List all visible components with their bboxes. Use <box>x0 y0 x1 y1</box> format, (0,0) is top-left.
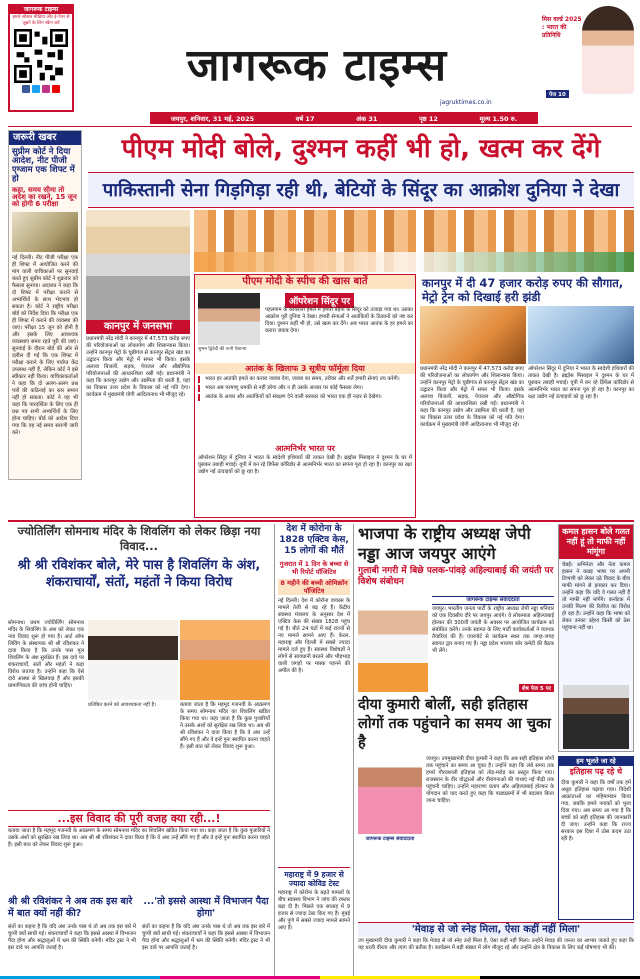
mewad-headline: 'मेवाड़ से जो स्नेह मिला, ऐसा कहीं नहीं मिला' <box>358 922 634 937</box>
side-promo-page: पेज 10 <box>546 90 569 98</box>
modi-portrait-photo <box>86 210 190 320</box>
somnath-sub1-body: संतों का कहना है कि यदि अंश उनके पास थे तो अब तक इस बारे में चुप्पी क्यों साधी गई। शंकराचार्यों ने कहा कि इससे आस्था में विभाजन पैदा होगा और श्रद्धालुओं में भ्रम की स्थिति बनेगी। मंदिर ट्रस्ट ने भी इस दावे पर आपत्ति जताई है। <box>8 924 137 951</box>
instagram-icon[interactable] <box>42 85 50 93</box>
history-label: हम भूलते जा रहे <box>559 757 633 766</box>
side-promo[interactable] <box>542 6 634 102</box>
rally-stage-photo <box>194 210 634 272</box>
terror-point: भारत अब परमाणु धमकी से नहीं डरेगा और न ही उसके आधार पर कोई फैसला लेगा। <box>198 385 412 392</box>
diya-photo-caption: जागरूक टाइम्स संवाददाता <box>365 836 415 842</box>
lead-photo-caption: कानपुर में जनसभा <box>86 320 190 334</box>
corona-section <box>274 524 354 976</box>
atma-body: ऑपरेशन सिंदूर में दुनिया ने भारत के स्वदेशी हथियारों की ताकत देखी है। ब्रह्मोस मिसाइल ने दुश्मन के घर में घुसकर तबाही मचाई। यूपी में बन रहे डिफेंस कॉरिडोर से आत्मनिर्भर भारत का सपना पूरा हो रहा है। कानपुर का रक्षा उद्योग नई ऊंचाइयों को छू रहा है। <box>198 455 412 475</box>
dateline-pages: पृष्ठ 12 <box>419 114 438 123</box>
left-column-photo <box>12 212 78 252</box>
history-headline: इतिहास पढ़ रहे थे <box>569 767 623 776</box>
lead-headline: पीएम मोदी बोले, दुश्मन कहीं भी हो, खत्म कर देंगे <box>121 134 601 164</box>
qr-brand-label: जागरूक टाइम्स <box>10 6 72 14</box>
kanpur-photo-1 <box>420 306 526 364</box>
left-column <box>8 130 82 480</box>
kanpur-headline: कानपुर में दी 47 हजार करोड़ रुपए की सौगात, मेट्रो ट्रेन को दिखाई हरी झंडी <box>422 276 624 304</box>
youtube-icon[interactable] <box>52 85 60 93</box>
shankaracharya-photo <box>180 620 270 700</box>
atma-title: आत्मनिर्भर भारत पर <box>275 444 335 453</box>
mewad-body: उप मुख्यमंत्री दीया कुमारी ने कहा कि मेवाड़ से जो स्नेह उन्हें मिला है, ऐसा कहीं नहीं मिला। उन्होंने मेवाड़ की जनता का आभार जताते हुए कहा कि यह धरती वीरता और त्याग की प्रतीक है। कार्यक्रम में बड़ी संख्या में लोग मौजूद रहे और उन्होंने क्षेत्र के विकास के लिए कई घोषणाएं भी कीं। <box>358 938 634 951</box>
terror-point: आतंक के आका और आतंकियों को संरक्षण देने वाली सरकार को भारत एक ही नज़र से देखेगा। <box>198 394 412 401</box>
dateline-issue: अंक 31 <box>356 114 378 123</box>
somnath-sub2-title: ...'तो इससे आस्था में विभाजन पैदा होगा' <box>143 896 269 919</box>
ravishankar-photo <box>88 620 178 700</box>
left-column-headline: सुप्रीम कोर्ट ने दिया आदेश, नीट पीजी एग्जाम एक शिफ्ट में हो <box>12 147 75 184</box>
left-column-body: नई दिल्ली। नीट पीजी परीक्षा एक ही शिफ्ट में आयोजित करने की मांग वाली याचिकाओं पर सुनवाई करते हुए सुप्रीम कोर्ट ने शुक्रवार को फैसला सुनाया। अदालत ने कहा कि दो शिफ्ट में परीक्षा कराने से अभ्यर्थियों के साथ भेदभाव हो सकता है। कोर्ट ने राष्ट्रीय परीक्षा बोर्ड को निर्देश दिया कि परीक्षा एक ही शिफ्ट में कराने की व्यवस्था की जाए। परीक्षा 15 जून को होनी है और इसके लिए आवश्यक व्यवस्थाएं समय रहते पूरी की जाएं। सुनवाई के दौरान बोर्ड की ओर से दलील दी गई कि एक शिफ्ट में परीक्षा कराने के लिए पर्याप्त केंद्र उपलब्ध नहीं हैं, लेकिन कोर्ट ने इसे स्वीकार नहीं किया। याचिकाकर्ताओं ने कहा कि दो अलग-अलग प्रश्न पत्रों की कठिनाई का स्तर समान नहीं हो सकता। कोर्ट ने यह भी कहा कि पारदर्शिता के लिए एक ही प्रश्न पत्र सभी अभ्यर्थियों के लिए होना चाहिए। बोर्ड को आदेश दिया गया कि वह नई समय सारणी जारी करे। <box>12 254 78 436</box>
left-column-subhead: कहा, समय सीमा तो अदेश का रखने, 15 जून को होगी 6 परीक्षा <box>12 185 77 209</box>
kamal-body: चेन्नई। अभिनेता और नेता कमल हासन ने कन्नड़ भाषा पर अपनी टिप्पणी को लेकर उठे विवाद के बीच माफी मांगने से इनकार कर दिया। उन्होंने कहा कि यदि वे गलत नहीं हैं तो माफी नहीं मांगेंगे। कर्नाटक में उनकी फिल्म की रिलीज का विरोध हो रहा है। उन्होंने कहा कि भाषा को लेकर उनका उद्देश्य किसी को ठेस पहुंचाना नहीं था। <box>562 562 630 631</box>
history-box <box>558 756 634 920</box>
kamal-photo <box>563 685 629 749</box>
bjp-subhead: गुलाबी नगरी में बिछे पलक-पांवड़े अहिल्याबाई की जयंती पर विशेष संबोधन <box>358 566 554 587</box>
somnath-body: सोमनाथ। प्रथम ज्योतिर्लिंग सोमनाथ मंदिर के शिवलिंग के अंश को लेकर एक नया विवाद शुरू हो गया है। आर्ट ऑफ लिविंग के संस्थापक श्री श्री रविशंकर ने दावा किया है कि उनके पास मूल शिवलिंग के अंश सुरक्षित हैं। इस दावे पर शंकराचार्यों, संतों और महंतों ने कड़ा विरोध जताया है। उन्होंने कहा कि ऐसे दावे आस्था से खिलवाड़ हैं और इसकी प्रामाणिकता की जांच होनी चाहिए। <box>8 620 84 689</box>
lead-body: प्रधानमंत्री नरेंद्र मोदी ने कानपुर में 47,573 करोड़ रुपए की परियोजनाओं का लोकार्पण और शिलान्यास किया। उन्होंने कानपुर मेट्रो के चुन्नीगंज से कानपुर सेंट्रल खंड का उद्घाटन किया और मेट्रो में सफर भी किया। इसके अलावा बिजली, सड़क, पेयजल और औद्योगिक परियोजनाओं की आधारशिला रखी गई। प्रधानमंत्री ने कहा कि कानपुर उद्योग और उद्यमिता की धरती है, यहां का विकास उत्तर प्रदेश के विकास को नई गति देगा। कार्यक्रम में मुख्यमंत्री योगी आदित्यनाथ भी मौजूद रहे। <box>86 336 190 398</box>
qr-box[interactable] <box>8 4 74 112</box>
op-sindoor-body: पहलगाम के कायराना हमले में हमारी बहनों के सिंदूर को उजाड़ा गया था। उसका आक्रोश पूरी दुनिया ने देखा। हमारी सेनाओं ने आतंकियों के ठिकानों को नष्ट कर दिया। दुश्मन कहीं भी हो, उसे खत्म कर देंगे। अब भारत आतंक के हर हमले का करारा जवाब देगा। <box>265 307 413 334</box>
corona-body: नई दिल्ली। देश में कोरोना वायरस के मामले तेजी से बढ़ रहे हैं। केंद्रीय स्वास्थ्य मंत्रालय के अनुसार देश में एक्टिव केस की संख्या 1828 पहुंच गई है। बीते 24 घंटों में कई राज्यों से नए मामले सामने आए हैं। केरल, महाराष्ट्र और दिल्ली में सबसे ज्यादा मामले दर्ज हुए हैं। स्वास्थ्य विशेषज्ञों ने लोगों से सावधानी बरतने और भीड़भाड़ वाली जगहों पर मास्क पहनने की अपील की है। <box>278 598 350 674</box>
ravishankar-photo-caption: प्रतिष्ठित करने को आवश्यकता नहीं है। <box>88 702 156 708</box>
bjp-continued[interactable]: शेष पेज 5 पर <box>519 684 554 692</box>
speech-box-title: पीएम मोदी के स्पीच की खास बातें <box>195 275 415 289</box>
terror-formula-list <box>198 376 412 401</box>
corona-bottom-body: महाराष्ट्र में कोरोना के बढ़ते मामलों के बीच स्वास्थ्य विभाग ने जांच की रफ्तार बढ़ा दी है। पिछले एक सप्ताह में 9 हजार से ज्यादा टेस्ट किए गए हैं। मुंबई और पुणे में सबसे ज्यादा मामले सामने आए हैं। <box>278 890 350 931</box>
miss-world-photo <box>582 6 634 94</box>
twitter-icon[interactable] <box>32 85 40 93</box>
somnath-quote-title: ...इस विवाद की पूरी वजह क्या रही...! <box>8 810 270 827</box>
rally-stage-banner <box>194 252 634 272</box>
diya-body: जयपुर। उपमुख्यमंत्री दीया कुमारी ने कहा कि अब सही इतिहास लोगों तक पहुंचाने का समय आ चुका है। उन्होंने कहा कि लंबे समय तक हमारे गौरवशाली इतिहास को तोड़-मरोड़ कर प्रस्तुत किया गया। राजस्थान के वीर योद्धाओं और वीरांगनाओं की गाथाएं नई पीढ़ी तक पहुंचनी चाहिए। उन्होंने महाराणा प्रताप और अहिल्याबाई होल्कर के योगदान को याद करते हुए कहा कि पाठ्यक्रमों में भी बदलाव किया जाना चाहिए। <box>426 756 554 804</box>
diya-photo <box>358 756 422 834</box>
left-column-label: जरूरी खबर <box>9 131 81 145</box>
qr-code-icon <box>14 29 68 83</box>
somnath-quote-body: बताया जाता है कि महमूद गजनवी के आक्रमण के समय सोमनाथ मंदिर का शिवलिंग खंडित किया गया था। कहा जाता है कि कुछ पुजारियों ने उसके अंशों को सुरक्षित रख लिया था। अब श्री श्री रविशंकर ने दावा किया है कि वे अंश उन्हें सौंपे गए हैं और वे इन्हें पुनः स्थापित करना चाहते हैं। इसी बात को लेकर विवाद शुरू हुआ। <box>8 828 270 848</box>
kanpur-photo-2 <box>528 306 634 364</box>
dateline-year: वर्ष 17 <box>295 114 315 123</box>
somnath-body-2: बताया जाता है कि महमूद गजनवी के आक्रमण के समय सोमनाथ मंदिर का शिवलिंग खंडित किया गया था। कहा जाता है कि कुछ पुजारियों ने उसके अंशों को सुरक्षित रख लिया था। अब श्री श्री रविशंकर ने दावा किया है कि वे अंश उन्हें सौंपे गए हैं और वे इन्हें पुनः स्थापित करना चाहते हैं। इसी बात को लेकर विवाद शुरू हुआ। <box>180 702 271 750</box>
lead-subhead: पाकिस्तानी सेना गिड़गिड़ा रही थी, बेटियों के सिंदूर का आक्रोश दुनिया ने देखा <box>88 172 634 208</box>
dateline-rule <box>8 126 632 127</box>
kamal-section <box>558 524 634 752</box>
bjp-byline: जागरूक टाइम्स संवाददाता <box>432 596 554 605</box>
website-link[interactable]: jagruktimes.co.in <box>440 99 492 106</box>
op-sindoor-title: ऑपरेशन सिंदूर पर <box>285 293 354 308</box>
kanpur-body: प्रधानमंत्री नरेंद्र मोदी ने कानपुर में 47,573 करोड़ रुपए की परियोजनाओं का लोकार्पण और शिलान्यास किया। उन्होंने कानपुर मेट्रो के चुन्नीगंज से कानपुर सेंट्रल खंड का उद्घाटन किया और मेट्रो में सफर भी किया। इसके अलावा बिजली, सड़क, पेयजल और औद्योगिक परियोजनाओं की आधारशिला रखी गई। प्रधानमंत्री ने कहा कि कानपुर उद्योग और उद्यमिता की धरती है, यहां का विकास उत्तर प्रदेश के विकास को नई गति देगा। कार्यक्रम में मुख्यमंत्री योगी आदित्यनाथ भी मौजूद रहे। <box>420 366 524 428</box>
somnath-section <box>8 524 270 976</box>
corona-headline: देश में कोरोना के 1828 एक्टिव केस, 15 लोगों की मौतें <box>279 524 349 556</box>
facebook-icon[interactable] <box>22 85 30 93</box>
masthead-title: जागरूक टाइम्स <box>186 40 448 91</box>
somnath-kicker: ज्योतिर्लिंग सोमनाथ मंदिर के शिवलिंग को लेकर छिड़ा नया विवाद... <box>17 524 261 553</box>
diya-headline: दीया कुमारी बोलीं, सही इतिहास लोगों तक पहुंचाने का समय आ चुका है <box>358 697 551 751</box>
speech-box <box>194 274 416 518</box>
somnath-headline: श्री श्री रविशंकर बोले, मेरे पास है शिवलिंग के अंश, शंकराचार्यों, संतों, महंतों ने किया विरोध <box>17 558 261 590</box>
bjp-body: जयपुर। भारतीय जनता पार्टी के राष्ट्रीय अध्यक्ष जेपी नड्डा शनिवार को एक दिवसीय दौरे पर जयपुर आएंगे। वे लोकमाता अहिल्याबाई होल्कर की 300वीं जयंती के अवसर पर आयोजित कार्यक्रम को संबोधित करेंगे। उनके स्वागत के लिए पार्टी कार्यकर्ताओं ने व्यापक तैयारियां की हैं। एयरपोर्ट से कार्यक्रम स्थल तक जगह-जगह स्वागत द्वार बनाए गए हैं। नड्डा प्रदेश भाजपा कोर कमेटी की बैठक भी लेंगे। <box>432 606 554 654</box>
dateline-price: मूल्य 1.50 रु. <box>479 114 518 123</box>
nadda-photo <box>358 596 428 692</box>
bjp-headline: भाजपा के राष्ट्रीय अध्यक्ष जेपी नड्डा आज जयपुर आएंगे <box>358 524 531 563</box>
terror-point: भारत हर आतंकी हमले का करारा जवाब देगा, जवाब का समय, तरीका और शर्तें हमारी सेनाएं तय करेंगी। <box>198 376 412 383</box>
qr-instruction: हमारे सोशल मीडिया और ई-पेपर से जुड़ने के लिए स्कैन करें <box>12 15 70 26</box>
aishanya-photo-caption: शुभम द्विवेदी की पत्नी ऐशान्या <box>198 347 247 352</box>
corona-kicker: 8 महीने की बच्ची ओमिक्रॉन पॉजिटिव <box>278 579 350 595</box>
somnath-sub1-title: श्री श्री रविशंकर ने अब तक इस बारे में बात क्यों नहीं की? <box>8 896 133 919</box>
terror-formula-title: आतंक के खिलाफ 3 सूत्रीय फॉर्मूला दिया <box>195 363 415 374</box>
bjp-section <box>358 524 554 694</box>
dateline-city-date: जयपुर, शनिवार, 31 मई, 2025 <box>170 114 255 123</box>
aishanya-photo <box>198 293 260 345</box>
corona-bottom-headline: महाराष्ट्र में 9 हजार से ज्यादा कोविड टेस्ट <box>278 867 350 888</box>
side-promo-caption: मिस वर्ल्ड 2025 : भारत की प्रतिनिधि <box>542 16 582 39</box>
dateline-bar <box>150 112 538 124</box>
section-rule-1 <box>8 520 634 522</box>
corona-subhead: गुजरात में 1 दिन के बच्चा से भी रिपोर्ट पॉजिटिव <box>279 560 349 576</box>
kanpur-body-2: ऑपरेशन सिंदूर में दुनिया ने भारत के स्वदेशी हथियारों की ताकत देखी है। ब्रह्मोस मिसाइल ने दुश्मन के घर में घुसकर तबाही मचाई। यूपी में बन रहे डिफेंस कॉरिडोर से आत्मनिर्भर भारत का सपना पूरा हो रहा है। कानपुर का रक्षा उद्योग नई ऊंचाइयों को छू रहा है। <box>528 366 634 400</box>
somnath-sub2-body: संतों का कहना है कि यदि अंश उनके पास थे तो अब तक इस बारे में चुप्पी क्यों साधी गई। शंकराचार्यों ने कहा कि इससे आस्था में विभाजन पैदा होगा और श्रद्धालुओं में भ्रम की स्थिति बनेगी। मंदिर ट्रस्ट ने भी इस दावे पर आपत्ति जताई है। <box>142 924 271 951</box>
kamal-headline: कमल हासन बोले गलत नहीं हूं तो माफी नहीं मांगूंगा <box>559 525 633 559</box>
social-icons <box>10 85 72 93</box>
history-body: दीया कुमारी ने कहा कि वर्षों तक हमें अधूरा इतिहास पढ़ाया गया। विदेशी आक्रांताओं का महिमामंडन किया गया, जबकि हमारे नायकों को भुला दिया गया। अब समय आ गया है कि बच्चों को सही इतिहास की जानकारी दी जाए। उन्होंने कहा कि राज्य सरकार इस दिशा में ठोस कदम उठा रही है। <box>561 780 631 842</box>
